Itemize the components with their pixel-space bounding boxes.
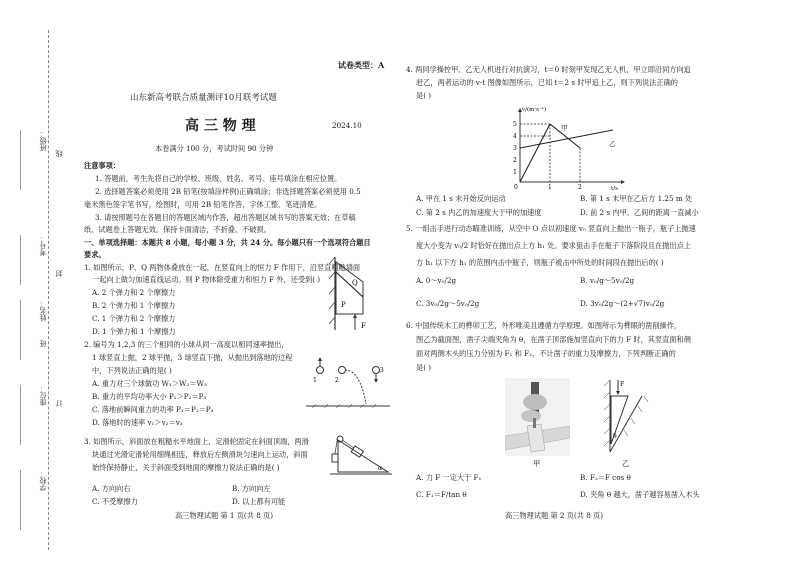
q5-option-a[interactable]: A. 0～v₀/2g — [416, 276, 457, 285]
q4-x0: 0 — [514, 184, 518, 190]
q3-stem: 块通过光滑定滑轮用细绳相连，释放后左侧滑块匀速向上运动，斜面 — [92, 450, 308, 459]
q6-label-f: F — [620, 381, 625, 388]
note-item: 1. 答题前，考生先将自己的学校、班级、姓名、考号、座号填涂在相应位置。 — [95, 174, 342, 183]
q5-stem: 度大小变为 v₀/2 时恰好在抛出点上方 h₁ 处。要求狙击手在瓶子下落阶段且在抛出点上 — [416, 241, 691, 250]
q4-y4: 4 — [513, 133, 517, 140]
q6-fig-jia: 甲 — [533, 459, 541, 468]
q2-stem: 1 球竖直上抛，2 球平抛，3 球竖直下抛，从抛出到落地的过程 — [92, 353, 293, 362]
footer-page-right: 高三物理试题 第 2 页(共 8 页) — [505, 511, 604, 520]
q2-stem: 中，下列说法正确的是( ) — [92, 366, 172, 375]
q6-cross-section — [598, 376, 650, 458]
q1-option-d[interactable]: D. 1 个弹力和 1 个摩擦力 — [92, 327, 176, 336]
q1-option-c[interactable]: C. 1 个弹力和 2 个摩擦力 — [92, 314, 176, 323]
q1-option-a[interactable]: A. 2 个弹力和 2 个摩擦力 — [92, 288, 176, 297]
q1-figure — [325, 252, 385, 332]
q4-stem: 赶乙，两者运动的 v-t 图像如图所示，已知 t＝2 s 时甲追上乙，则下列说法正确的 — [416, 78, 678, 87]
q6-stem: 是( ) — [416, 363, 432, 372]
q1-stem: 一起向上做匀加速直线运动。则 P 物体除受重力和恒力 F 外，还受到( ) — [92, 275, 321, 284]
q2-ball-1: 1 — [313, 377, 317, 384]
q6-label-theta: θ — [613, 433, 617, 440]
q4-option-c[interactable]: C. 第 2 s 内乙的加速度大于甲的加速度 — [416, 208, 542, 217]
q4-vt-graph — [505, 104, 630, 190]
section-title-cont: 要求。 — [84, 250, 106, 259]
q3-option-d[interactable]: D. 以上都有可能 — [232, 497, 286, 506]
q6-option-c[interactable]: C. F₁＝F/tan θ — [416, 490, 467, 499]
q5-stem: 方 h₁ 以下方 h₁ 的范围内击中瓶子，则瓶子被击中所处的时间段在抛出后的( ) — [416, 258, 664, 267]
note-item: 纸、试题卷上答题无效。保持卡面清洁，不折叠、不破损。 — [84, 225, 271, 234]
note-item: 3. 请按照题号在各题目的答题区域内作答，超出答题区域书写的答案无效；在草稿 — [95, 213, 356, 222]
school-label: 学校： — [39, 470, 47, 491]
class-underline — [20, 130, 22, 190]
q2-figure — [304, 356, 392, 411]
q6-stem: 面对两侧木头的压力分别为 F₁ 和 F₂，不计凿子的重力及摩擦力，下列判断正确的 — [416, 349, 676, 358]
note-item: 毫米黑色签字笔书写，绘图时，可用 2B 铅笔作答，字体工整、笔迹清楚。 — [84, 200, 322, 209]
q6-photo — [505, 378, 570, 456]
note-item: 2. 选择题答案必须使用 2B 铅笔(按填涂样例)正确填涂；非选择题答案必须使用 0.5 — [95, 187, 361, 196]
q6-option-b[interactable]: B. F₂＝F cos θ — [580, 473, 631, 482]
q1-stem: 1. 如图所示，P、Q 两物体叠放在一起，在竖直向上的恒力 F 作用下，沿竖直粗糙墙面 — [84, 263, 361, 272]
name-label: 姓名： — [39, 300, 47, 321]
seal-line-text-1: 线 — [55, 150, 63, 157]
q4-stem: 是( ) — [416, 91, 432, 100]
q4-option-b[interactable]: B. 第 1 s 末甲在乙后方 1.25 m 处 — [580, 194, 693, 203]
q4-y1: 1 — [513, 169, 517, 176]
q1-label-q: Q — [352, 279, 358, 287]
q5-option-c[interactable]: C. 3v₀/2g～5v₀/2g — [416, 299, 480, 308]
exam-org: 山东新高考联合质量测评10月联考试题 — [130, 93, 277, 103]
q6-fig-yi: 乙 — [622, 459, 630, 468]
q1-label-p: P — [341, 301, 346, 309]
q4-y3: 3 — [513, 145, 517, 152]
footer-page-left: 高三物理试题 第 1 页(共 8 页) — [175, 511, 274, 520]
page-title: 高 三 物 理 — [185, 118, 256, 134]
q3-option-c[interactable]: C. 不受摩擦力 — [92, 497, 138, 506]
q3-option-a[interactable]: A. 方向向右 — [92, 484, 131, 493]
q4-x2: 2 — [578, 184, 582, 190]
q5-option-d[interactable]: D. 3v₀/2g～(2+√7)v₀/2g — [580, 299, 665, 308]
q2-ball-3: 3 — [380, 367, 384, 374]
q2-option-a[interactable]: A. 重力对三个球做功 W₁＞W₂＝W₃ — [92, 379, 207, 388]
q5-stem: 5. 一组击手进行动态瞄准训练，从空中 O 点以初速度 v₀ 竖直向上抛出一瓶子，瓶子上抛速 — [406, 224, 696, 233]
q4-option-a[interactable]: A. 甲在 1 s 末开始反向运动 — [416, 194, 506, 203]
q2-option-c[interactable]: C. 落地前瞬间重力的功率 P₁＝P₂＝P₃ — [92, 405, 214, 414]
q6-stem: 图乙为截面图，凿子尖端夹角为 θ，在凿子顶部施加竖直向下的力 F 时，其竖直面和侧 — [416, 335, 691, 344]
q4-stem: 4. 两同学操控甲、乙无人机进行对抗演习，t＝0 时刻甲发现乙无人机，甲立即沿同方向追 — [406, 65, 691, 74]
q5-option-b[interactable]: B. v₀/g～5v₀/2g — [580, 276, 635, 285]
q3-stem: 3. 如图所示，斜面放在粗糙水平地面上，定滑轮固定在斜面顶端，两滑 — [84, 437, 309, 446]
seal-line-text-3: 订 — [55, 400, 63, 407]
q4-jia-label: 甲 — [561, 124, 568, 132]
q1-label-f: F — [361, 322, 366, 330]
seat-label: 座位： — [39, 385, 47, 406]
q4-xlabel: t/s — [611, 186, 618, 190]
q2-stem: 2. 编号为 1,2,3 的三个相同的小球从同一高度以相同速率抛出， — [84, 340, 289, 349]
examno-underline — [20, 235, 22, 285]
q4-ylabel: v/(m·s⁻¹) — [522, 107, 547, 113]
q6-option-d[interactable]: D. 夹角 θ 越大，凿子越容易凿入木头 — [580, 490, 700, 499]
q3-option-b[interactable]: B. 方向向左 — [232, 484, 271, 493]
q1-option-b[interactable]: B. 2 个弹力和 1 个摩擦力 — [92, 301, 176, 310]
seal-line-text-2: 封 — [55, 270, 63, 277]
q3-figure — [330, 432, 392, 476]
q3-stem: 始终保持静止，关于斜面受到地面的摩擦力说法正确的是( ) — [92, 463, 280, 472]
exam-no-label: 考号： — [39, 235, 47, 256]
exam-date: 2024.10 — [332, 121, 362, 130]
notes-title: 注意事项： — [84, 161, 120, 170]
school-underline — [20, 470, 22, 530]
name-underline — [20, 300, 22, 360]
q4-y5: 5 — [513, 121, 517, 128]
paper-type: 试卷类型：A — [338, 60, 385, 70]
q4-option-d[interactable]: D. 前 2 s 内甲、乙间的距离一直减小 — [580, 208, 699, 217]
section-title: 一、单项选择题：本题共 8 小题，每小题 3 分，共 24 分。每小题只有一个选项符合题目 — [84, 238, 371, 247]
q3-label-alpha: α — [378, 465, 383, 472]
q2-option-d[interactable]: D. 落地时的速率 v₁＞v₂＝v₃ — [92, 418, 183, 427]
q4-x1: 1 — [548, 184, 552, 190]
q6-option-a[interactable]: A. 力 F 一定大于 F₁ — [416, 473, 482, 482]
room-label: 班 — [39, 340, 47, 347]
class-label: 班级： — [39, 130, 47, 151]
q2-option-b[interactable]: B. 重力的平均功率大小 P₁＞P₂＝P₃ — [92, 392, 207, 401]
q4-y2: 2 — [513, 157, 517, 164]
seat-underline — [20, 385, 22, 445]
q4-yi-label: 乙 — [609, 140, 616, 148]
exam-meta: 本卷满分 100 分，考试时间 90 分钟 — [155, 144, 274, 153]
q2-ball-2: 2 — [335, 377, 339, 384]
q6-stem: 6. 中国传统木工的榫卯工艺，外形唯美且遵循力学原理。如图所示为榫眼的凿削操作， — [406, 321, 682, 330]
